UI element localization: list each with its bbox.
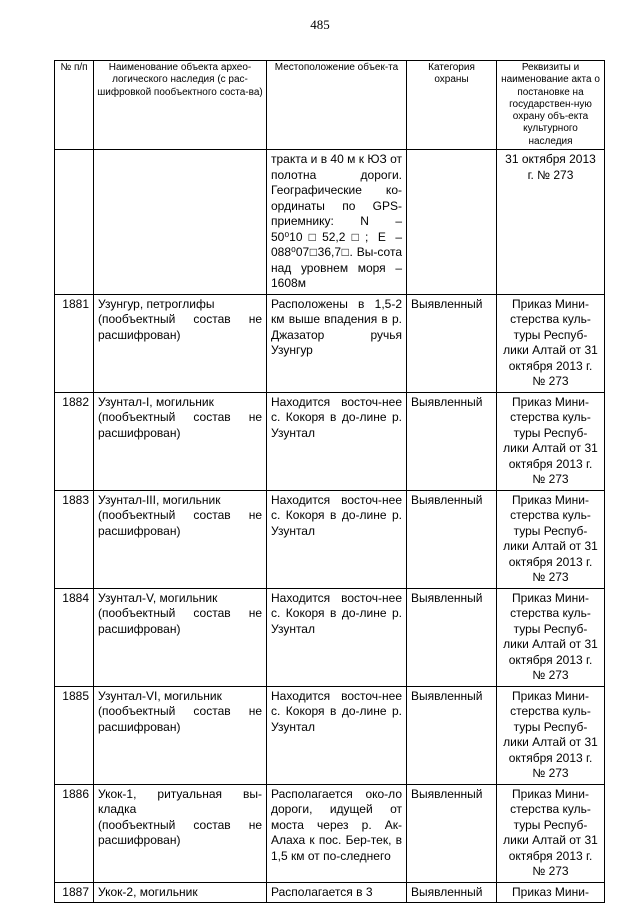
cell-location: Располагается око-ло дороги, идущей от моста через р. Ак-Алаха к пос. Бер-тек, в 1,5 км от по-следнего [267,784,407,882]
page-number: 485 [310,17,330,32]
object-title: Узунтал-I, могильник [98,394,214,409]
cell-location: Находится восточ-нее с. Кокоря в до-лине р. Узунтал [267,392,407,490]
table-row [55,686,605,784]
cell-category: Выявленный [407,392,497,490]
continuation-row [55,150,605,295]
cell-category: Выявленный [407,588,497,686]
cell-location: Расположены в 1,5-2 км выше впадения в р. Джазатор ручья Узунгур [267,294,407,392]
table-row [55,784,605,882]
heritage-register-table [54,60,605,903]
object-composition: (пообъектный состав не расшифрован) [98,312,262,342]
cell-object-name [94,294,267,392]
cell-location: Находится восточ-нее с. Кокоря в до-лине р. Узунтал [267,490,407,588]
cell-object-name [94,686,267,784]
object-title: Узунтал-VI, могильник [98,688,222,703]
cell-category: Выявленный [407,784,497,882]
table-row [55,490,605,588]
object-composition: (пообъектный состав не расшифрован) [98,817,262,848]
header-location: Местоположение объек-та [267,61,407,150]
object-composition: (пообъектный состав не расшифрован) [98,410,262,440]
cell-object-name [94,882,267,903]
cell-number: 1884 [55,588,94,686]
object-title: Узунтал-V, могильник [98,590,218,605]
cell-object-name [94,150,267,295]
cell-location: Располагается в 3 [267,882,407,903]
object-composition: (пообъектный состав не расшифрован) [98,606,262,636]
cell-requisites: Приказ Мини-стерства куль-туры Респуб-лики Алтай от 31 октября 2013 г. № 273 [497,784,605,882]
cell-location: Находится восточ-нее с. Кокоря в до-лине р. Узунтал [267,588,407,686]
cell-object-name [94,784,267,882]
object-title: Узунтал-III, могильник [98,492,221,507]
object-title: Укок-1, ритуальная вы-кладка [98,786,262,817]
object-title: Узунгур, петроглифы [98,296,215,311]
cell-location: тракта и в 40 м к ЮЗ от полотна дороги. Географические ко-ординаты по GPS-приемнику: N – 50⁰10□52,2□; E – 088⁰07□36,7□. Вы-сота над уровнем моря – 1608м [267,150,407,295]
cell-requisites: Приказ Мини-стерства куль-туры Респуб-лики Алтай от 31 октября 2013 г. № 273 [497,686,605,784]
table-row [55,392,605,490]
cell-number: 1881 [55,294,94,392]
header-object-name: Наименование объекта архео-логического наследия (с рас-шифровкой пообъектного соста-ва) [94,61,267,150]
cell-requisites: Приказ Мини-стерства куль-туры Респуб-лики Алтай от 31 октября 2013 г. № 273 [497,294,605,392]
table-row [55,882,605,903]
object-composition: (пообъектный состав не расшифрован) [98,508,262,538]
cell-category: Выявленный [407,294,497,392]
cell-number: 1887 [55,882,94,903]
cell-requisites: Приказ Мини-стерства куль-туры Респуб-лики Алтай от 31 октября 2013 г. № 273 [497,588,605,686]
cell-requisites: Приказ Мини-стерства куль-туры Респуб-лики Алтай от 31 октября 2013 г. № 273 [497,490,605,588]
header-number: № п/п [55,61,94,150]
cell-number [55,150,94,295]
cell-category: Выявленный [407,882,497,903]
cell-number: 1886 [55,784,94,882]
cell-requisites: 31 октября 2013 г. № 273 [497,150,605,295]
cell-category: Выявленный [407,686,497,784]
cell-requisites: Приказ Мини- [497,882,605,903]
cell-number: 1882 [55,392,94,490]
cell-category [407,150,497,295]
cell-object-name [94,490,267,588]
cell-category: Выявленный [407,490,497,588]
cell-object-name [94,588,267,686]
object-composition: (пообъектный состав не расшифрован) [98,704,262,734]
cell-number: 1885 [55,686,94,784]
cell-requisites: Приказ Мини-стерства куль-туры Респуб-лики Алтай от 31 октября 2013 г. № 273 [497,392,605,490]
table-row [55,294,605,392]
table-header-row [55,61,605,150]
cell-object-name [94,392,267,490]
cell-number: 1883 [55,490,94,588]
header-requisites: Реквизиты и наименование акта о постановке на государствен-ную охрану объ-екта культурного наследия [497,61,605,150]
object-title: Укок-2, могильник [98,884,198,899]
table-row [55,588,605,686]
cell-location: Находится восточ-нее с. Кокоря в до-лине р. Узунтал [267,686,407,784]
header-protection-category: Категория охраны [407,61,497,150]
